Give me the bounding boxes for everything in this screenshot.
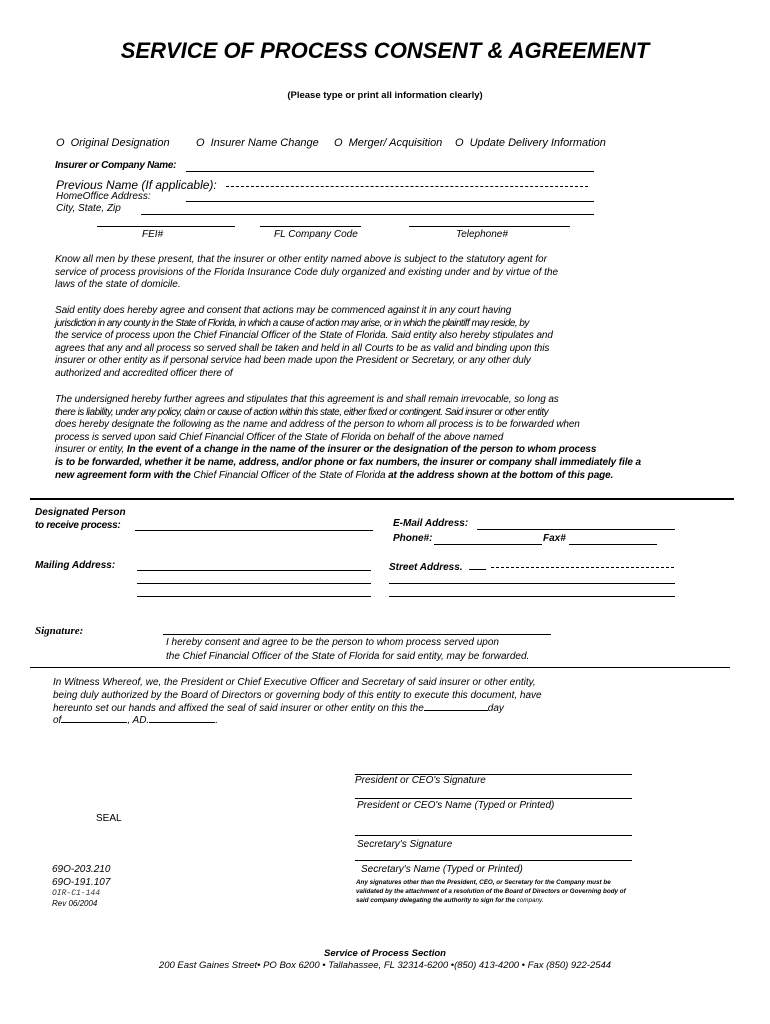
- fl-company-code-field[interactable]: [260, 226, 361, 227]
- page-title: SERVICE OF PROCESS CONSENT & AGREEMENT: [120, 38, 650, 63]
- president-name-field[interactable]: [355, 798, 632, 799]
- previous-name-field[interactable]: [226, 186, 588, 187]
- consent-text-2: the Chief Financial Officer of the State of Florida for said entity, may be forwarded.: [166, 651, 530, 662]
- home-office-label: HomeOffice Address:: [56, 191, 151, 202]
- fl-company-code-label: FL Company Code: [274, 229, 358, 240]
- option-merger-acquisition[interactable]: [334, 137, 442, 149]
- fei-field[interactable]: [97, 226, 235, 227]
- mailing-address-field-1[interactable]: [137, 570, 371, 571]
- radio-merger-acquisition[interactable]: O: [334, 137, 343, 149]
- option-label: Merger/ Acquisition: [348, 137, 443, 149]
- signature-label: Signature:: [35, 625, 84, 637]
- previous-name-label: Previous Name (If applicable):: [56, 178, 217, 192]
- city-state-zip-field[interactable]: [141, 214, 594, 215]
- form-code-1: 69O-203.210: [52, 864, 111, 875]
- secretary-name-label: Secretary's Name (Typed or Printed): [361, 864, 523, 875]
- radio-update-delivery[interactable]: O: [455, 137, 464, 149]
- footer-address: 200 East Gaines Street• PO Box 6200 • Tallahassee, FL 32314-6200 •(850) 413-4200 • Fax (850) 922-2544: [158, 960, 612, 971]
- mailing-address-label: Mailing Address:: [35, 560, 116, 571]
- form-number: OIR-C1-144: [52, 889, 101, 898]
- paragraph-know-all-men: Know all men by these present, that the insurer or other entity named above is subject to the statutory agent for service of process provisions of the Florida Insurance Code duly organized and existing under and by virtue of the laws of the state of domicile.: [55, 254, 559, 291]
- insurer-name-label: Insurer or Company Name:: [55, 160, 177, 171]
- secretary-signature-label: Secretary's Signature: [357, 839, 453, 850]
- designated-person-field[interactable]: [135, 530, 373, 531]
- fei-label: FEI#: [142, 229, 164, 240]
- mailing-address-field-2[interactable]: [137, 583, 371, 584]
- day-field[interactable]: [424, 710, 488, 711]
- street-address-field-1b[interactable]: [491, 567, 674, 568]
- email-field[interactable]: [477, 529, 675, 530]
- option-insurer-name-change[interactable]: [196, 137, 319, 149]
- president-signature-label: President or CEO's Signature: [355, 775, 486, 786]
- city-state-zip-label: City, State, Zip: [56, 203, 121, 214]
- paragraph-irrevocable: The undersigned hereby further agrees and stipulates that this agreement is and shall remain irrevocable, so long as there is liability, under any policy, claim or cause of action within this state, either fixed or contingent. Said insurer or other entity does hereby designate the following as the name and address of the person to whom all process is to be forwarded when process is served upon said Chief Financial Officer of the State of Florida on behalf of the above named insurer or entity, In the event of a change in the name of the insurer or the designation of the person to whom process is to be forwarded, whether it be name, address, and/or phone or fax numbers, the insurer or company shall immediately file a new agreement form with the Chief Financial Officer of the State of Florida at the address shown at the bottom of this page.: [55, 394, 641, 481]
- paragraph-consent: Said entity does hereby agree and consent that actions may be commenced against it in any court having jurisdiction in any county in the State of Florida, in which a cause of action may arise, or in which the plaintiff may reside, by the service of process upon the Chief Financial Officer of the State of Florida. Said entity also hereby stipulates and agrees that any and all process so served shall be taken and held in all Courts to be as valid and binding upon this insurer or other entity as if personal service had been made upon the President or Secretary, or any other duly authorized and accredited officer there of: [55, 305, 553, 379]
- option-label: Original Designation: [70, 137, 170, 149]
- consent-text-1: I hereby consent and agree to be the person to whom process served upon: [166, 637, 499, 648]
- consent-divider: [30, 667, 730, 668]
- revision-date: Rev 06/2004: [52, 899, 98, 908]
- street-address-label: Street Address.: [389, 562, 463, 573]
- radio-original-designation[interactable]: O: [56, 137, 65, 149]
- secretary-signature-field[interactable]: [355, 835, 632, 836]
- phone-label: Phone#:: [393, 533, 433, 544]
- signature-note: Any signatures other than the President, CEO, or Secretary for the Company must be validated by the attachment of a resolution of the Board of Directors or Governing body of said company delegating the authority to sign for the company.: [356, 879, 626, 905]
- option-original-designation[interactable]: [56, 137, 170, 149]
- footer-section: Service of Process Section: [324, 948, 446, 959]
- fax-field[interactable]: [569, 544, 657, 545]
- option-update-delivery[interactable]: [455, 137, 606, 149]
- street-address-field-1[interactable]: [469, 569, 486, 570]
- form-code-2: 69O-191.107: [52, 877, 111, 888]
- year-field[interactable]: [149, 722, 215, 723]
- telephone-field[interactable]: [409, 226, 570, 227]
- fax-label: Fax#: [543, 533, 566, 544]
- month-field[interactable]: [61, 722, 127, 723]
- home-office-field[interactable]: [186, 201, 594, 202]
- designee-signature-field[interactable]: [163, 634, 551, 635]
- designated-person-label: Designated Person: [35, 507, 126, 518]
- subtitle: (Please type or print all information clearly): [287, 90, 483, 101]
- witness-paragraph: In Witness Whereof, we, the President or Chief Executive Officer and Secretary of said insurer or other entity, being duly authorized by the Board of Directors or governing body of this entity to execute this document, have hereunto set our hands and affixed the seal of said insurer or other entity on this the day of , AD. .: [53, 677, 542, 727]
- seal-label: SEAL: [96, 813, 122, 824]
- option-label: Update Delivery Information: [469, 137, 606, 149]
- street-address-field-3[interactable]: [389, 596, 675, 597]
- email-label: E-Mail Address:: [393, 518, 469, 529]
- phone-field[interactable]: [434, 544, 542, 545]
- secretary-name-field[interactable]: [355, 860, 632, 861]
- insurer-name-field[interactable]: [186, 171, 594, 172]
- street-address-field-2[interactable]: [389, 583, 675, 584]
- mailing-address-field-3[interactable]: [137, 596, 371, 597]
- president-name-label: President or CEO's Name (Typed or Printed): [357, 800, 555, 811]
- radio-insurer-name-change[interactable]: O: [196, 137, 205, 149]
- telephone-label: Telephone#: [456, 229, 508, 240]
- option-label: Insurer Name Change: [210, 137, 319, 149]
- receive-process-label: to receive process:: [35, 520, 121, 531]
- section-divider: [30, 498, 734, 500]
